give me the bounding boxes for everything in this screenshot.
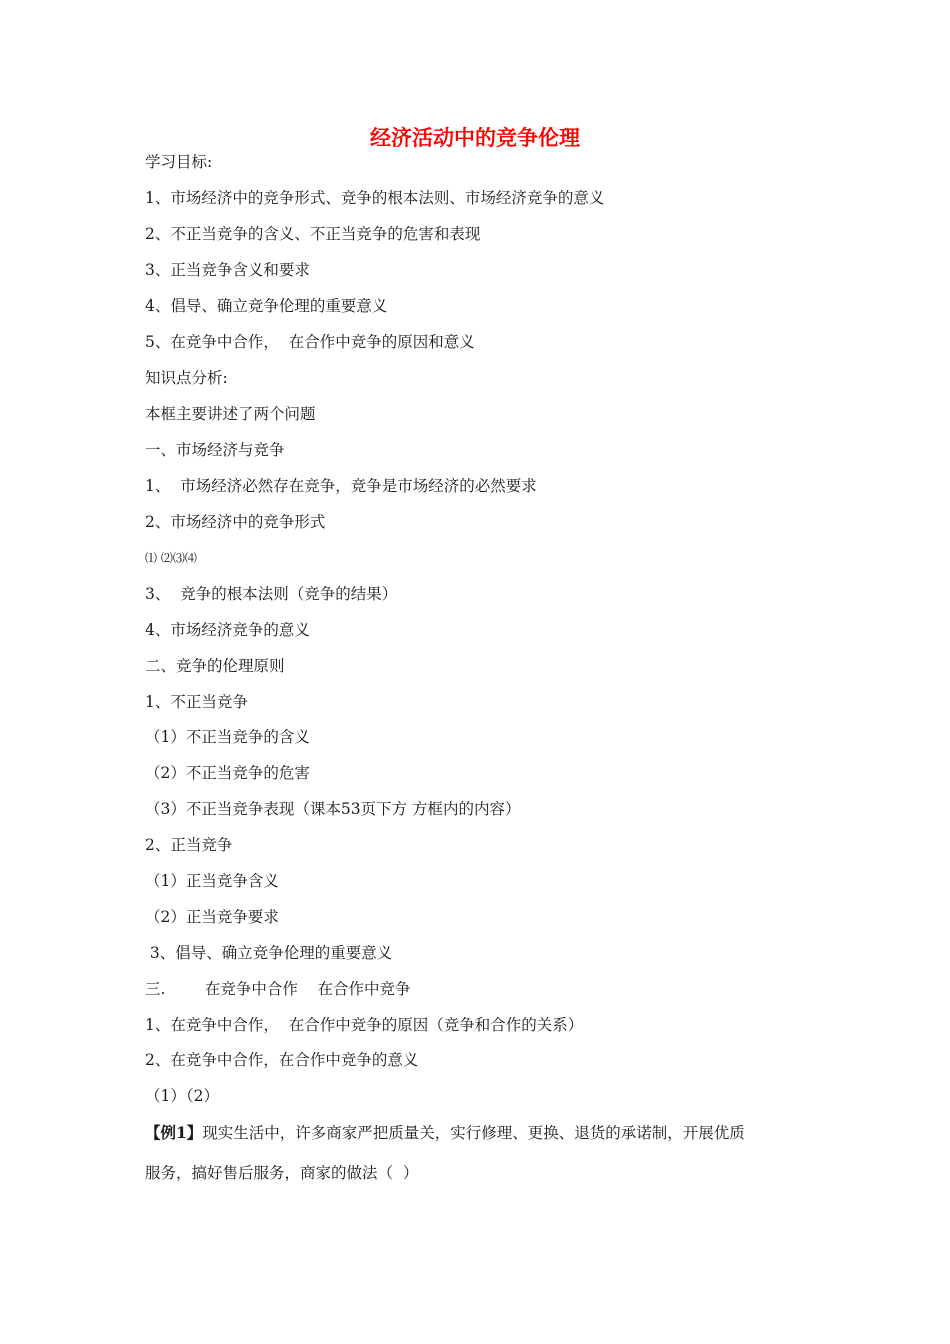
text-line: 知识点分析:: [145, 369, 228, 387]
text-line: （2）不正当竞争的危害: [145, 764, 310, 782]
text-line: 3、正当竞争含义和要求: [145, 261, 310, 279]
text-line: （3）不正当竞争表现（课本53页下方 方框内的内容）: [145, 800, 521, 818]
text-line: 1、在竞争中合作， 在合作中竞争的原因（竞争和合作的关系）: [145, 1016, 584, 1034]
example-1-continued: 服务，搞好售后服务，商家的做法（ ）: [145, 1164, 419, 1182]
text-line: 2、不正当竞争的含义、不正当竞争的危害和表现: [145, 225, 481, 243]
text-line: 4、市场经济竞争的意义: [145, 621, 310, 639]
text-line: （1）不正当竞争的含义: [145, 728, 310, 746]
text-line: 2、正当竞争: [145, 836, 233, 854]
text-line: 学习目标:: [145, 153, 213, 171]
text-line: 一、市场经济与竞争: [145, 441, 285, 459]
text-line: 3、倡导、确立竞争伦理的重要意义: [145, 944, 393, 962]
text-line: 1、 市场经济必然存在竞争，竞争是市场经济的必然要求: [145, 477, 537, 495]
document-title: 经济活动中的竞争伦理: [370, 126, 580, 150]
example-1: [145, 1123, 745, 1143]
text-line: 1、市场经济中的竞争形式、竞争的根本法则、市场经济竞争的意义: [145, 189, 605, 207]
text-line: 三. 在竞争中合作 在合作中竞争: [145, 980, 411, 998]
text-line: （2）正当竞争要求: [145, 908, 279, 926]
text-line: 二、竞争的伦理原则: [145, 657, 285, 675]
text-line: ⑴ ⑵⑶⑷: [145, 551, 197, 565]
text-line: 3、 竞争的根本法则（竞争的结果）: [145, 585, 398, 603]
text-line: 2、在竞争中合作，在合作中竞争的意义: [145, 1051, 419, 1069]
text-line: 1、不正当竞争: [145, 693, 248, 711]
text-line: 4、倡导、确立竞争伦理的重要意义: [145, 297, 388, 315]
text-line: （1）正当竞争含义: [145, 872, 279, 890]
text-line: 2、市场经济中的竞争形式: [145, 513, 326, 531]
text-line: （1）（2）: [145, 1087, 219, 1105]
example-text: 现实生活中，许多商家严把质量关，实行修理、更换、退货的承诺制，开展优质: [202, 1124, 745, 1142]
text-line: 5、在竞争中合作， 在合作中竞争的原因和意义: [145, 333, 475, 351]
example-label: 【例1】: [145, 1123, 203, 1142]
text-line: 本框主要讲述了两个问题: [145, 405, 316, 423]
